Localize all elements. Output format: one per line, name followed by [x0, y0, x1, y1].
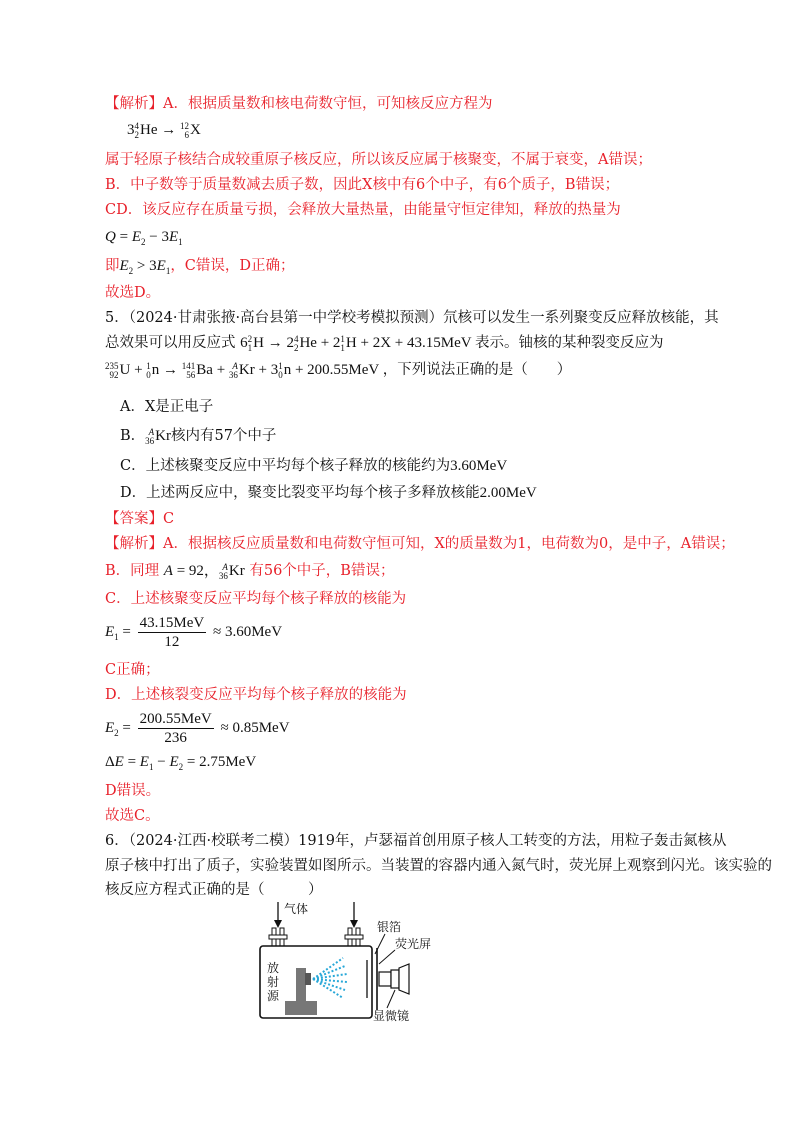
analysis-5-tag: 【解析】 — [105, 536, 163, 552]
label-screen: 荧光屏 — [395, 937, 432, 951]
option-b-text: 核内有57个中子 — [170, 428, 277, 444]
label-microscope: 显微镜 — [373, 1009, 410, 1023]
foil-leader — [375, 934, 385, 954]
ji-prefix: 即 — [105, 258, 120, 274]
question-5-line-3 — [105, 360, 571, 380]
option-d-text: D．上述两反应中，聚变比裂变平均每个核子多释放核能 — [120, 485, 480, 501]
microscope-leader — [387, 990, 395, 1008]
analysis-5-a — [105, 534, 735, 554]
e2-value: ≈ 0.85MeV — [220, 719, 290, 736]
microscope-ring — [391, 970, 399, 988]
analysis-5-c-ok: C正确； — [105, 662, 160, 678]
answer-tag: 【答案】 — [105, 511, 163, 527]
label-gas: 气体 — [284, 902, 309, 916]
e1-denominator: 12 — [164, 634, 180, 650]
e2-numerator: 200.55MeV — [139, 711, 212, 727]
answer-value: C — [163, 511, 175, 527]
analysis-tag: 【解析】 — [105, 96, 163, 112]
equation-e1: $E_1$ = $\frac{\text{43.15MeV}}{12}$ ≈ 3.60MeV — [105, 615, 283, 650]
analysis-1-text: A．根据质量数和核电荷数守恒，可知核反应方程为 — [163, 96, 493, 112]
question-6-line-1-text: （2024·江西·校联考二模）1919年，卢瑟福首创用原子核人工转变的方法，用粒子轰击氮核从 — [128, 833, 727, 849]
option-b: B． A 36Kr核内有57个中子 — [120, 426, 277, 446]
analysis-5-b: B．同理 A = 92， A 36Kr 有56个中子，B错误； — [105, 561, 395, 581]
analysis-1-option-cd: CD．该反应存在质量亏损，会释放大量热量，由能量守恒定律知，释放的热量为 — [105, 202, 621, 218]
analysis-5-d-wrong: D错误。 — [105, 783, 161, 799]
option-c — [120, 456, 507, 476]
gas-inlet-arrowhead — [274, 920, 282, 928]
analysis-5-conclusion: 故选C。 — [105, 808, 160, 824]
analysis-5-c: C．上述核聚变反应平均每个核子释放的核能为 — [105, 591, 407, 607]
option-d — [120, 483, 537, 503]
question-5-line-2 — [105, 333, 664, 353]
option-c-value: 3.60MeV — [450, 458, 508, 474]
rutherford-apparatus-figure — [255, 898, 455, 1023]
valve-right-cap — [345, 935, 363, 939]
fusion-equation: 62 1H → 24 2He + 21 1H + 2X + 43.15MeV — [240, 333, 476, 353]
equation-e2: $E_2$ = $\frac{\text{200.55MeV}}{236}$ ≈ 0.85MeV — [105, 711, 290, 746]
analysis-1-ji-line: 即$E_2 > 3E_1$，C错误，D正确； — [105, 258, 295, 276]
option-c-text: C．上述核聚变反应中平均每个核子释放的核能约为 — [120, 458, 451, 474]
question-6-line-2: 原子核中打出了质子，实验装置如图所示。当装置的容器内通入氮气时，荧光屏上观察到闪光。该实验的 — [105, 858, 772, 874]
e1-numerator: 43.15MeV — [139, 615, 205, 631]
screen-leader — [379, 950, 395, 964]
question-5-line-3-post: ，下列说法正确的是（ ） — [382, 362, 572, 378]
question-5-line-2-pre: 总效果可以用反应式 — [105, 335, 236, 351]
e1-value: ≈ 3.60MeV — [212, 623, 283, 640]
answer-5 — [105, 509, 174, 529]
question-number: 5． — [105, 310, 129, 326]
option-a: A．X是正电子 — [120, 399, 214, 415]
source-stand — [296, 968, 306, 1002]
equation-q: $Q = E_2 - 3E_1$ — [105, 229, 183, 247]
label-foil: 银箔 — [377, 920, 402, 934]
question-6-line-1 — [105, 831, 727, 851]
microscope-eyepiece — [399, 964, 409, 994]
label-source-3: 源 — [267, 989, 280, 1003]
question-6-line-3: 核反应方程式正确的是（ ） — [105, 882, 323, 898]
e2-denominator: 236 — [164, 730, 187, 746]
analysis-5-b-pre: B．同理 — [105, 563, 160, 579]
gas-outlet-arrowhead — [350, 920, 358, 928]
valve-left-cap — [269, 935, 287, 939]
equation-helium-to-x: 34 2He → 12 6X — [127, 120, 201, 140]
source-head — [305, 973, 311, 985]
question-5-line-2-post: 表示。铀核的某种裂变反应为 — [475, 335, 664, 351]
option-b-label: B． — [120, 428, 146, 444]
question-5-source: （2024·甘肃张掖·高台县第一中学校考模拟预测）氘核可以发生一系列聚变反应释放核能，其 — [128, 310, 719, 326]
microscope-body — [379, 972, 391, 986]
analysis-1-intro — [105, 94, 492, 114]
label-source-2: 射 — [267, 975, 280, 989]
label-source-1: 放 — [267, 961, 280, 975]
analysis-5-d: D．上述核裂变反应平均每个核子释放的核能为 — [105, 687, 407, 703]
analysis-1-option-b: B．中子数等于质量数减去质子数，因此X核中有6个中子，有6个质子，B错误； — [105, 177, 620, 193]
analysis-5-b-post: 有56个中子，B错误； — [249, 563, 395, 579]
ji-suffix: ，C错误，D正确； — [170, 258, 295, 274]
fission-equation: 235 92U + 1 0n → 141 56Ba + A 36Kr + 31 0n + 200.55MeV — [105, 360, 383, 380]
option-d-value: 2.00MeV — [479, 485, 537, 501]
question-6-number: 6． — [105, 833, 129, 849]
analysis-5-a-text: A．根据核反应质量数和电荷数守恒可知，X的质量数为1，电荷数为0，是中子，A错误； — [163, 536, 735, 552]
question-5-line-1 — [105, 308, 719, 328]
analysis-1-fusion-line: 属于轻原子核结合成较重原子核反应，所以该反应属于核聚变，不属于衰变，A错误； — [105, 152, 652, 168]
source-base — [285, 1001, 317, 1015]
analysis-1-conclusion: 故选D。 — [105, 285, 161, 301]
equation-delta-e: $\Delta E = E_1 - E_2 = 2.75MeV$ — [105, 754, 257, 772]
